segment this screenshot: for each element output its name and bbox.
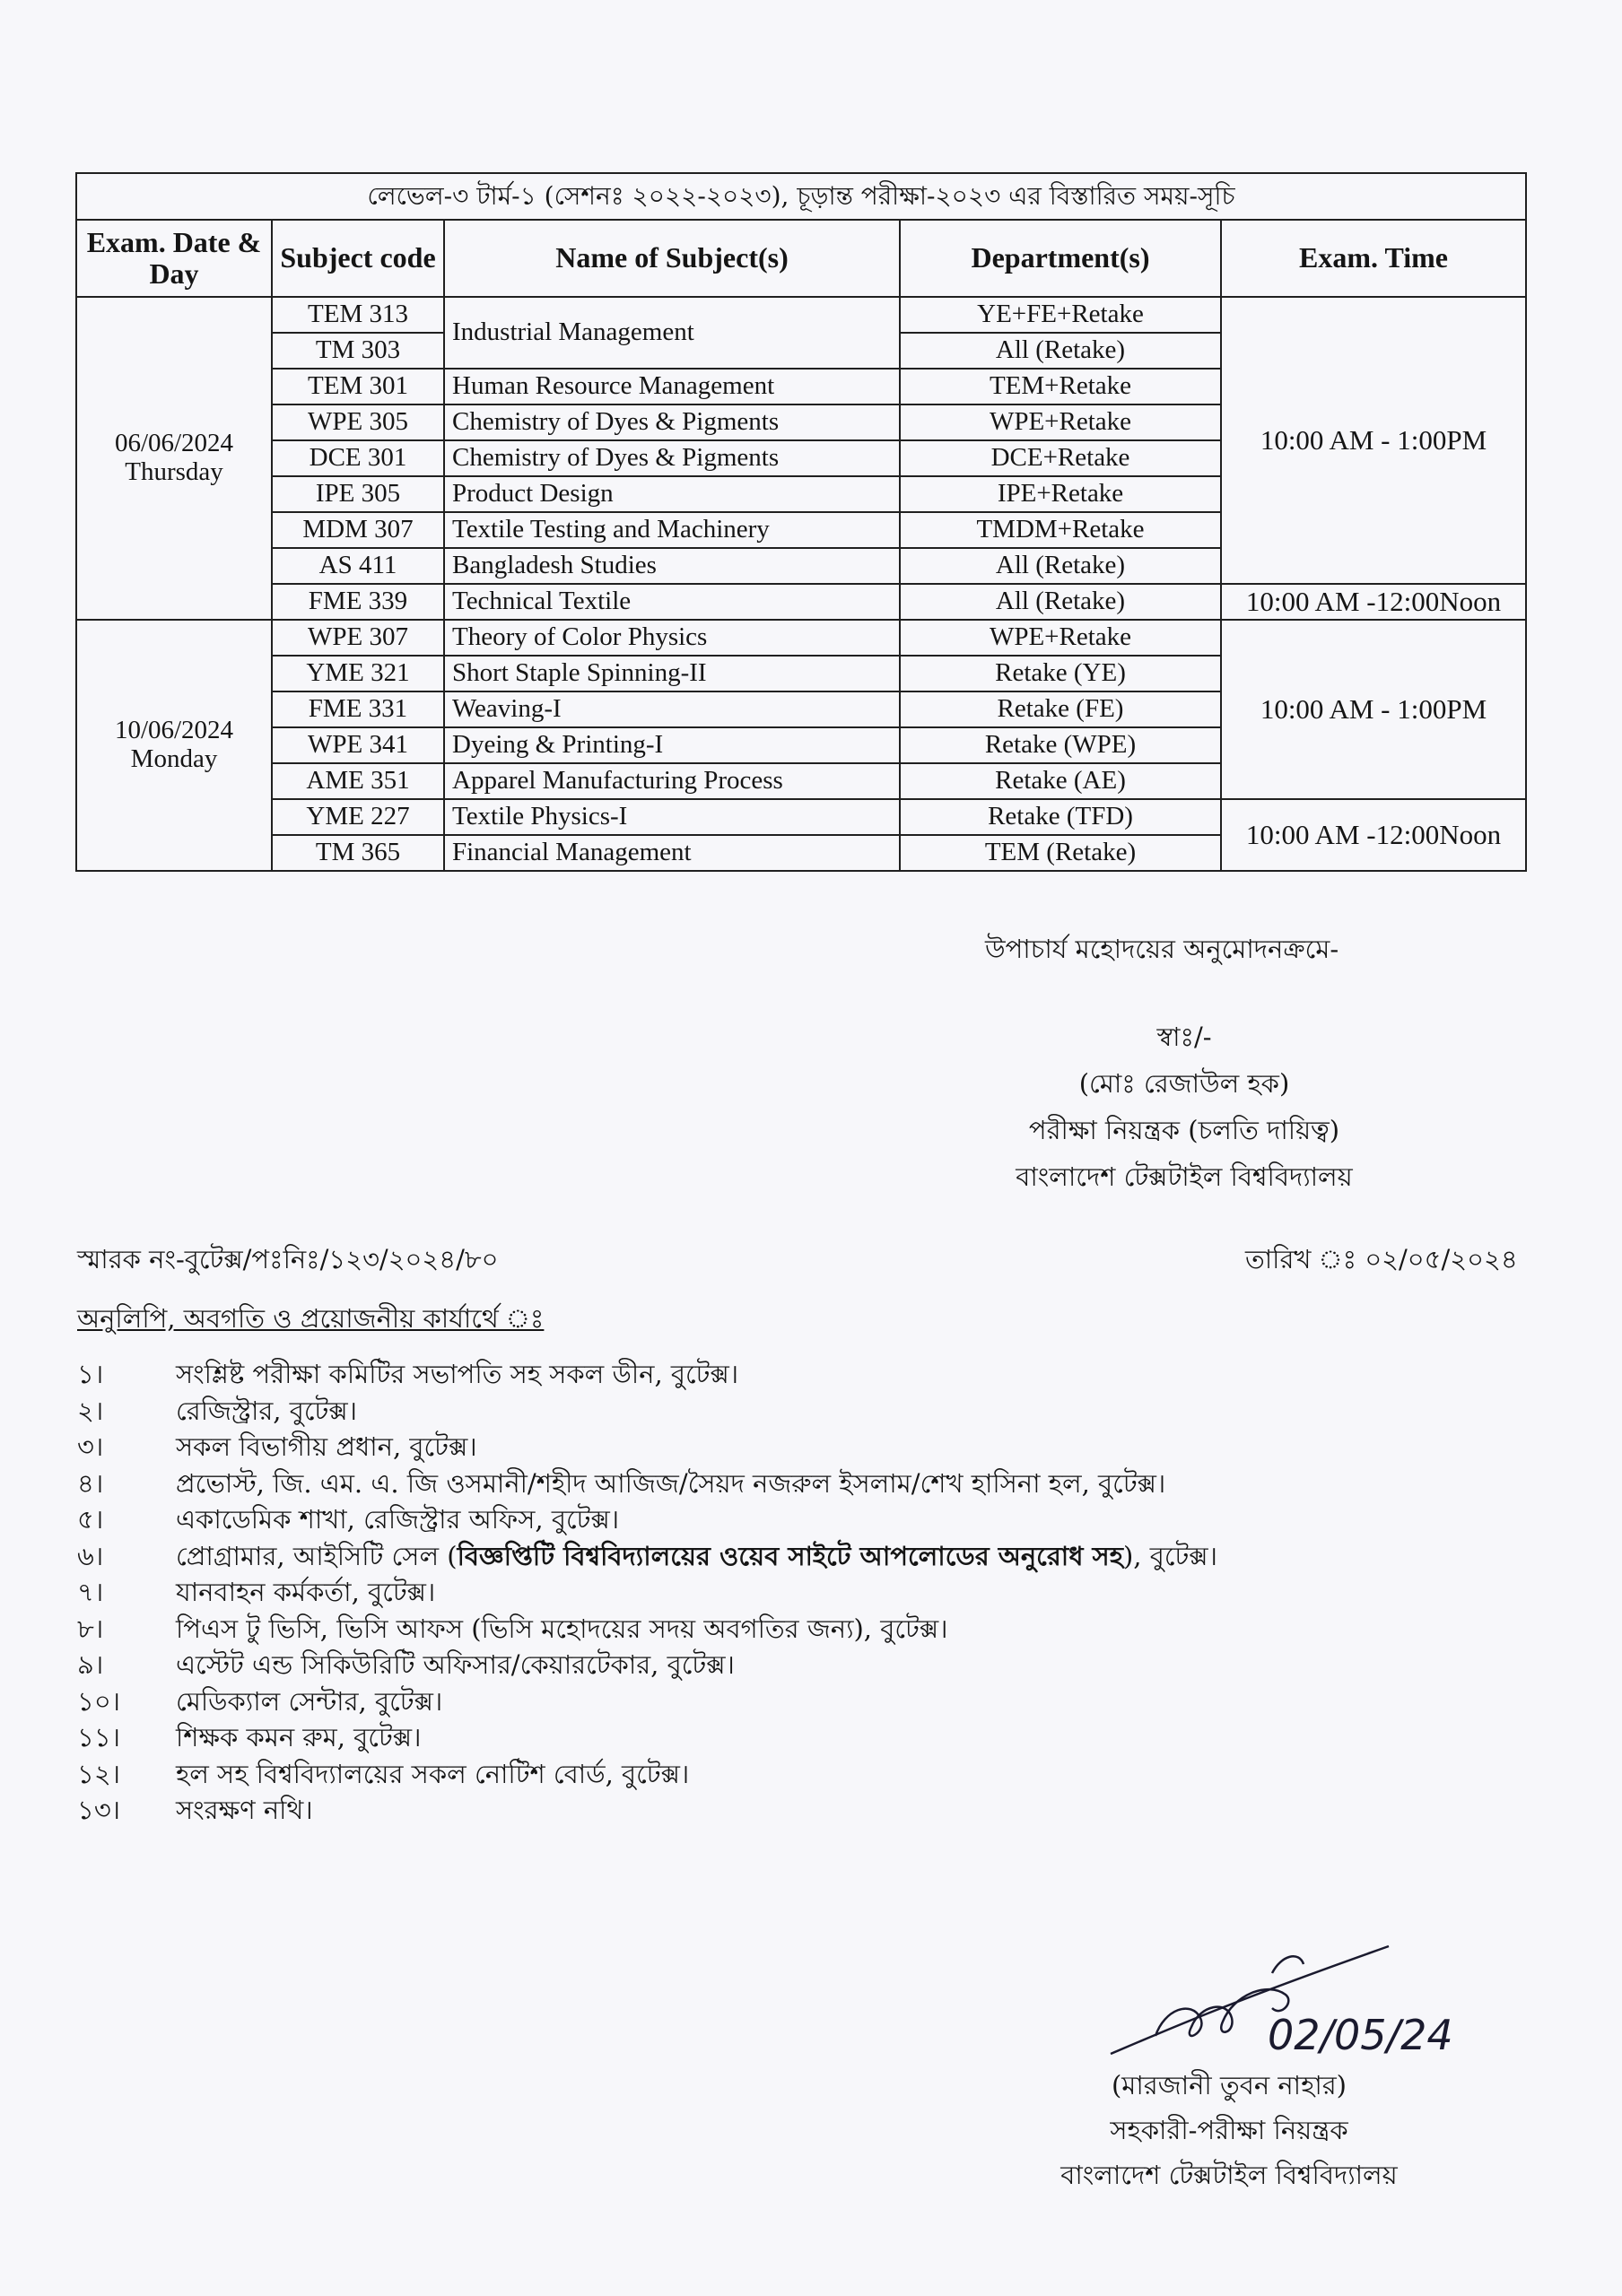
subject-code: TM 365 [272, 835, 444, 871]
exam-time: 10:00 AM -12:00Noon [1221, 799, 1526, 871]
header-date: Exam. Date & Day [76, 220, 272, 297]
subject-code: IPE 305 [272, 476, 444, 512]
subject-name: Short Staple Spinning-II [444, 656, 900, 691]
approval-note: উপাচার্য মহোদয়ের অনুমোদনক্রমে- [985, 934, 1339, 964]
list-number: ৬। [77, 1540, 104, 1571]
list-item [77, 1574, 1217, 1611]
department: Retake (FE) [900, 691, 1221, 727]
table-row [76, 584, 1526, 620]
list-number: ৯। [77, 1649, 104, 1680]
table-header-row [76, 220, 1526, 297]
list-item [77, 1429, 1217, 1465]
table-title: লেভেল-৩ টার্ম-১ (সেশনঃ ২০২২-২০২৩), চূড়ান্ত পরীক্ষা-২০২৩ এর বিস্তারিত সময়-সূচি [76, 173, 1526, 220]
header-dept: Department(s) [900, 220, 1221, 297]
department: Retake (AE) [900, 763, 1221, 799]
list-number: ৫। [77, 1504, 104, 1535]
table-row [76, 620, 1526, 656]
signed-mark: স্বাঃ/- [1156, 1022, 1212, 1052]
subject-code: TM 303 [272, 333, 444, 369]
list-text: সকল বিভাগীয় প্রধান, বুটেক্স। [176, 1431, 477, 1462]
subject-code: YME 321 [272, 656, 444, 691]
list-item [77, 1683, 1217, 1720]
subject-code: DCE 301 [272, 440, 444, 476]
exam-time: 10:00 AM - 1:00PM [1221, 620, 1526, 799]
assistant-signature-block [1005, 2063, 1453, 2197]
controller-signature-block [951, 1013, 1417, 1200]
list-number: ৭। [77, 1577, 104, 1607]
list-item [77, 1501, 1217, 1538]
department: TMDM+Retake [900, 512, 1221, 548]
list-item [77, 1611, 1217, 1648]
handwritten-date: 02/05/24 [1268, 2011, 1453, 2059]
signatory-name: (মোঃ রেজাউল হক) [1078, 1068, 1290, 1099]
exam-date-cell [76, 297, 272, 620]
subject-code: FME 331 [272, 691, 444, 727]
header-code: Subject code [272, 220, 444, 297]
department: All (Retake) [900, 584, 1221, 620]
exam-day: Thursday [125, 457, 223, 486]
subject-name: Financial Management [444, 835, 900, 871]
department: Retake (TFD) [900, 799, 1221, 835]
header-time: Exam. Time [1221, 220, 1526, 297]
exam-time: 10:00 AM -12:00Noon [1221, 584, 1526, 620]
department: TEM+Retake [900, 369, 1221, 404]
table-row [76, 799, 1526, 835]
department: WPE+Retake [900, 620, 1221, 656]
memo-number: স্মারক নং-বুটেক্স/পঃনিঃ/১২৩/২০২৪/৮০ [77, 1244, 499, 1274]
subject-name: Weaving-I [444, 691, 900, 727]
subject-name: Chemistry of Dyes & Pigments [444, 404, 900, 440]
list-text: ), বুটেক্স। [1122, 1540, 1217, 1571]
list-item [77, 1393, 1217, 1430]
department: TEM (Retake) [900, 835, 1221, 871]
subject-name: Textile Physics-I [444, 799, 900, 835]
list-number: ২। [77, 1395, 104, 1426]
list-text: সংরক্ষণ নথি। [176, 1795, 313, 1825]
exam-day: Monday [130, 744, 218, 773]
subject-name: Chemistry of Dyes & Pigments [444, 440, 900, 476]
subject-name: Bangladesh Studies [444, 548, 900, 584]
list-text: প্রভোস্ট, জি. এম. এ. জি ওসমানী/শহীদ আজিজ/সৈয়দ নজরুল ইসলাম/শেখ হাসিনা হল, বুটেক্স। [176, 1467, 1166, 1499]
list-text: রেজিস্ট্রার, বুটেক্স। [176, 1395, 358, 1426]
subject-code: MDM 307 [272, 512, 444, 548]
subject-name: Theory of Color Physics [444, 620, 900, 656]
list-number: ৩। [77, 1431, 104, 1462]
list-item [77, 1647, 1217, 1683]
table-title-row [76, 173, 1526, 220]
list-text: যানবাহন কর্মকর্তা, বুটেক্স। [176, 1577, 436, 1607]
subject-code: TEM 301 [272, 369, 444, 404]
exam-schedule-table [75, 172, 1527, 872]
subject-code: AS 411 [272, 548, 444, 584]
list-text: এস্টেট এন্ড সিকিউরিটি অফিসার/কেয়ারটেকার, বুটেক্স। [176, 1649, 735, 1680]
list-text: শিক্ষক কমন রুম, বুটেক্স। [176, 1722, 422, 1752]
subject-code: YME 227 [272, 799, 444, 835]
subject-code: WPE 341 [272, 727, 444, 763]
exam-date: 06/06/2024 [114, 429, 234, 458]
department: IPE+Retake [900, 476, 1221, 512]
subject-code: TEM 313 [272, 297, 444, 333]
department: DCE+Retake [900, 440, 1221, 476]
list-item [77, 1719, 1217, 1756]
exam-time: 10:00 AM - 1:00PM [1221, 297, 1526, 584]
department: Retake (YE) [900, 656, 1221, 691]
list-text: প্রোগ্রামার, আইসিটি সেল ( [176, 1540, 458, 1571]
assistant-designation: সহকারী-পরীক্ষা নিয়ন্ত্রক [1110, 2115, 1348, 2145]
subject-name: Human Resource Management [444, 369, 900, 404]
list-number: ৮। [77, 1613, 104, 1644]
copy-to-heading: অনুলিপি, অবগতি ও প্রয়োজনীয় কার্যার্থে ঃ [77, 1303, 545, 1334]
list-text: একাডেমিক শাখা, রেজিস্ট্রার অফিস, বুটেক্স। [176, 1504, 620, 1535]
header-name: Name of Subject(s) [444, 220, 900, 297]
department: Retake (WPE) [900, 727, 1221, 763]
subject-code: WPE 305 [272, 404, 444, 440]
department: All (Retake) [900, 333, 1221, 369]
subject-code: WPE 307 [272, 620, 444, 656]
list-number: ১০। [77, 1685, 121, 1717]
list-number: ১৩। [77, 1795, 121, 1825]
signatory-institution: বাংলাদেশ টেক্সটাইল বিশ্ববিদ্যালয় [1016, 1161, 1353, 1192]
list-text: সংশ্লিষ্ট পরীক্ষা কমিটির সভাপতি সহ সকল ডীন, বুটেক্স। [176, 1359, 739, 1389]
list-number: ৪। [77, 1467, 104, 1499]
subject-code: AME 351 [272, 763, 444, 799]
subject-name: Dyeing & Printing-I [444, 727, 900, 763]
assistant-name: (মারজানী তুবন নাহার) [1111, 2070, 1347, 2100]
signatory-designation: পরীক্ষা নিয়ন্ত্রক (চলতি দায়িত্ব) [1028, 1115, 1340, 1145]
list-text: মেডিক্যাল সেন্টার, বুটেক্স। [176, 1685, 443, 1717]
copy-to-list [77, 1356, 1217, 1829]
list-item [77, 1356, 1217, 1393]
department: YE+FE+Retake [900, 297, 1221, 333]
list-item [77, 1538, 1217, 1575]
list-text-bold: বিজ্ঞপ্তিটি বিশ্ববিদ্যালয়ের ওয়েব সাইটে আপলোডের অনুরোধ সহ [457, 1540, 1123, 1571]
table-row [76, 297, 1526, 333]
assistant-institution: বাংলাদেশ টেক্সটাইল বিশ্ববিদ্যালয় [1060, 2160, 1398, 2190]
subject-name: Industrial Management [444, 297, 900, 369]
department: All (Retake) [900, 548, 1221, 584]
list-number: ১। [77, 1359, 104, 1389]
list-number: ১২। [77, 1758, 121, 1789]
exam-date: 10/06/2024 [114, 716, 234, 745]
subject-name: Textile Testing and Machinery [444, 512, 900, 548]
subject-name: Product Design [444, 476, 900, 512]
subject-name: Apparel Manufacturing Process [444, 763, 900, 799]
subject-name: Technical Textile [444, 584, 900, 620]
list-item [77, 1465, 1217, 1502]
exam-date-cell [76, 620, 272, 871]
subject-code: FME 339 [272, 584, 444, 620]
list-item [77, 1792, 1217, 1829]
list-number: ১১। [77, 1722, 121, 1752]
list-item [77, 1756, 1217, 1793]
list-text: পিএস টু ভিসি, ভিসি আফস (ভিসি মহোদয়ের সদয় অবগতির জন্য), বুটেক্স। [176, 1613, 948, 1644]
department: WPE+Retake [900, 404, 1221, 440]
list-text: হল সহ বিশ্ববিদ্যালয়ের সকল নোটিশ বোর্ড, বুটেক্স। [176, 1758, 690, 1789]
memo-date: তারিখ ঃ ০২/০৫/২০২৪ [1245, 1244, 1518, 1274]
